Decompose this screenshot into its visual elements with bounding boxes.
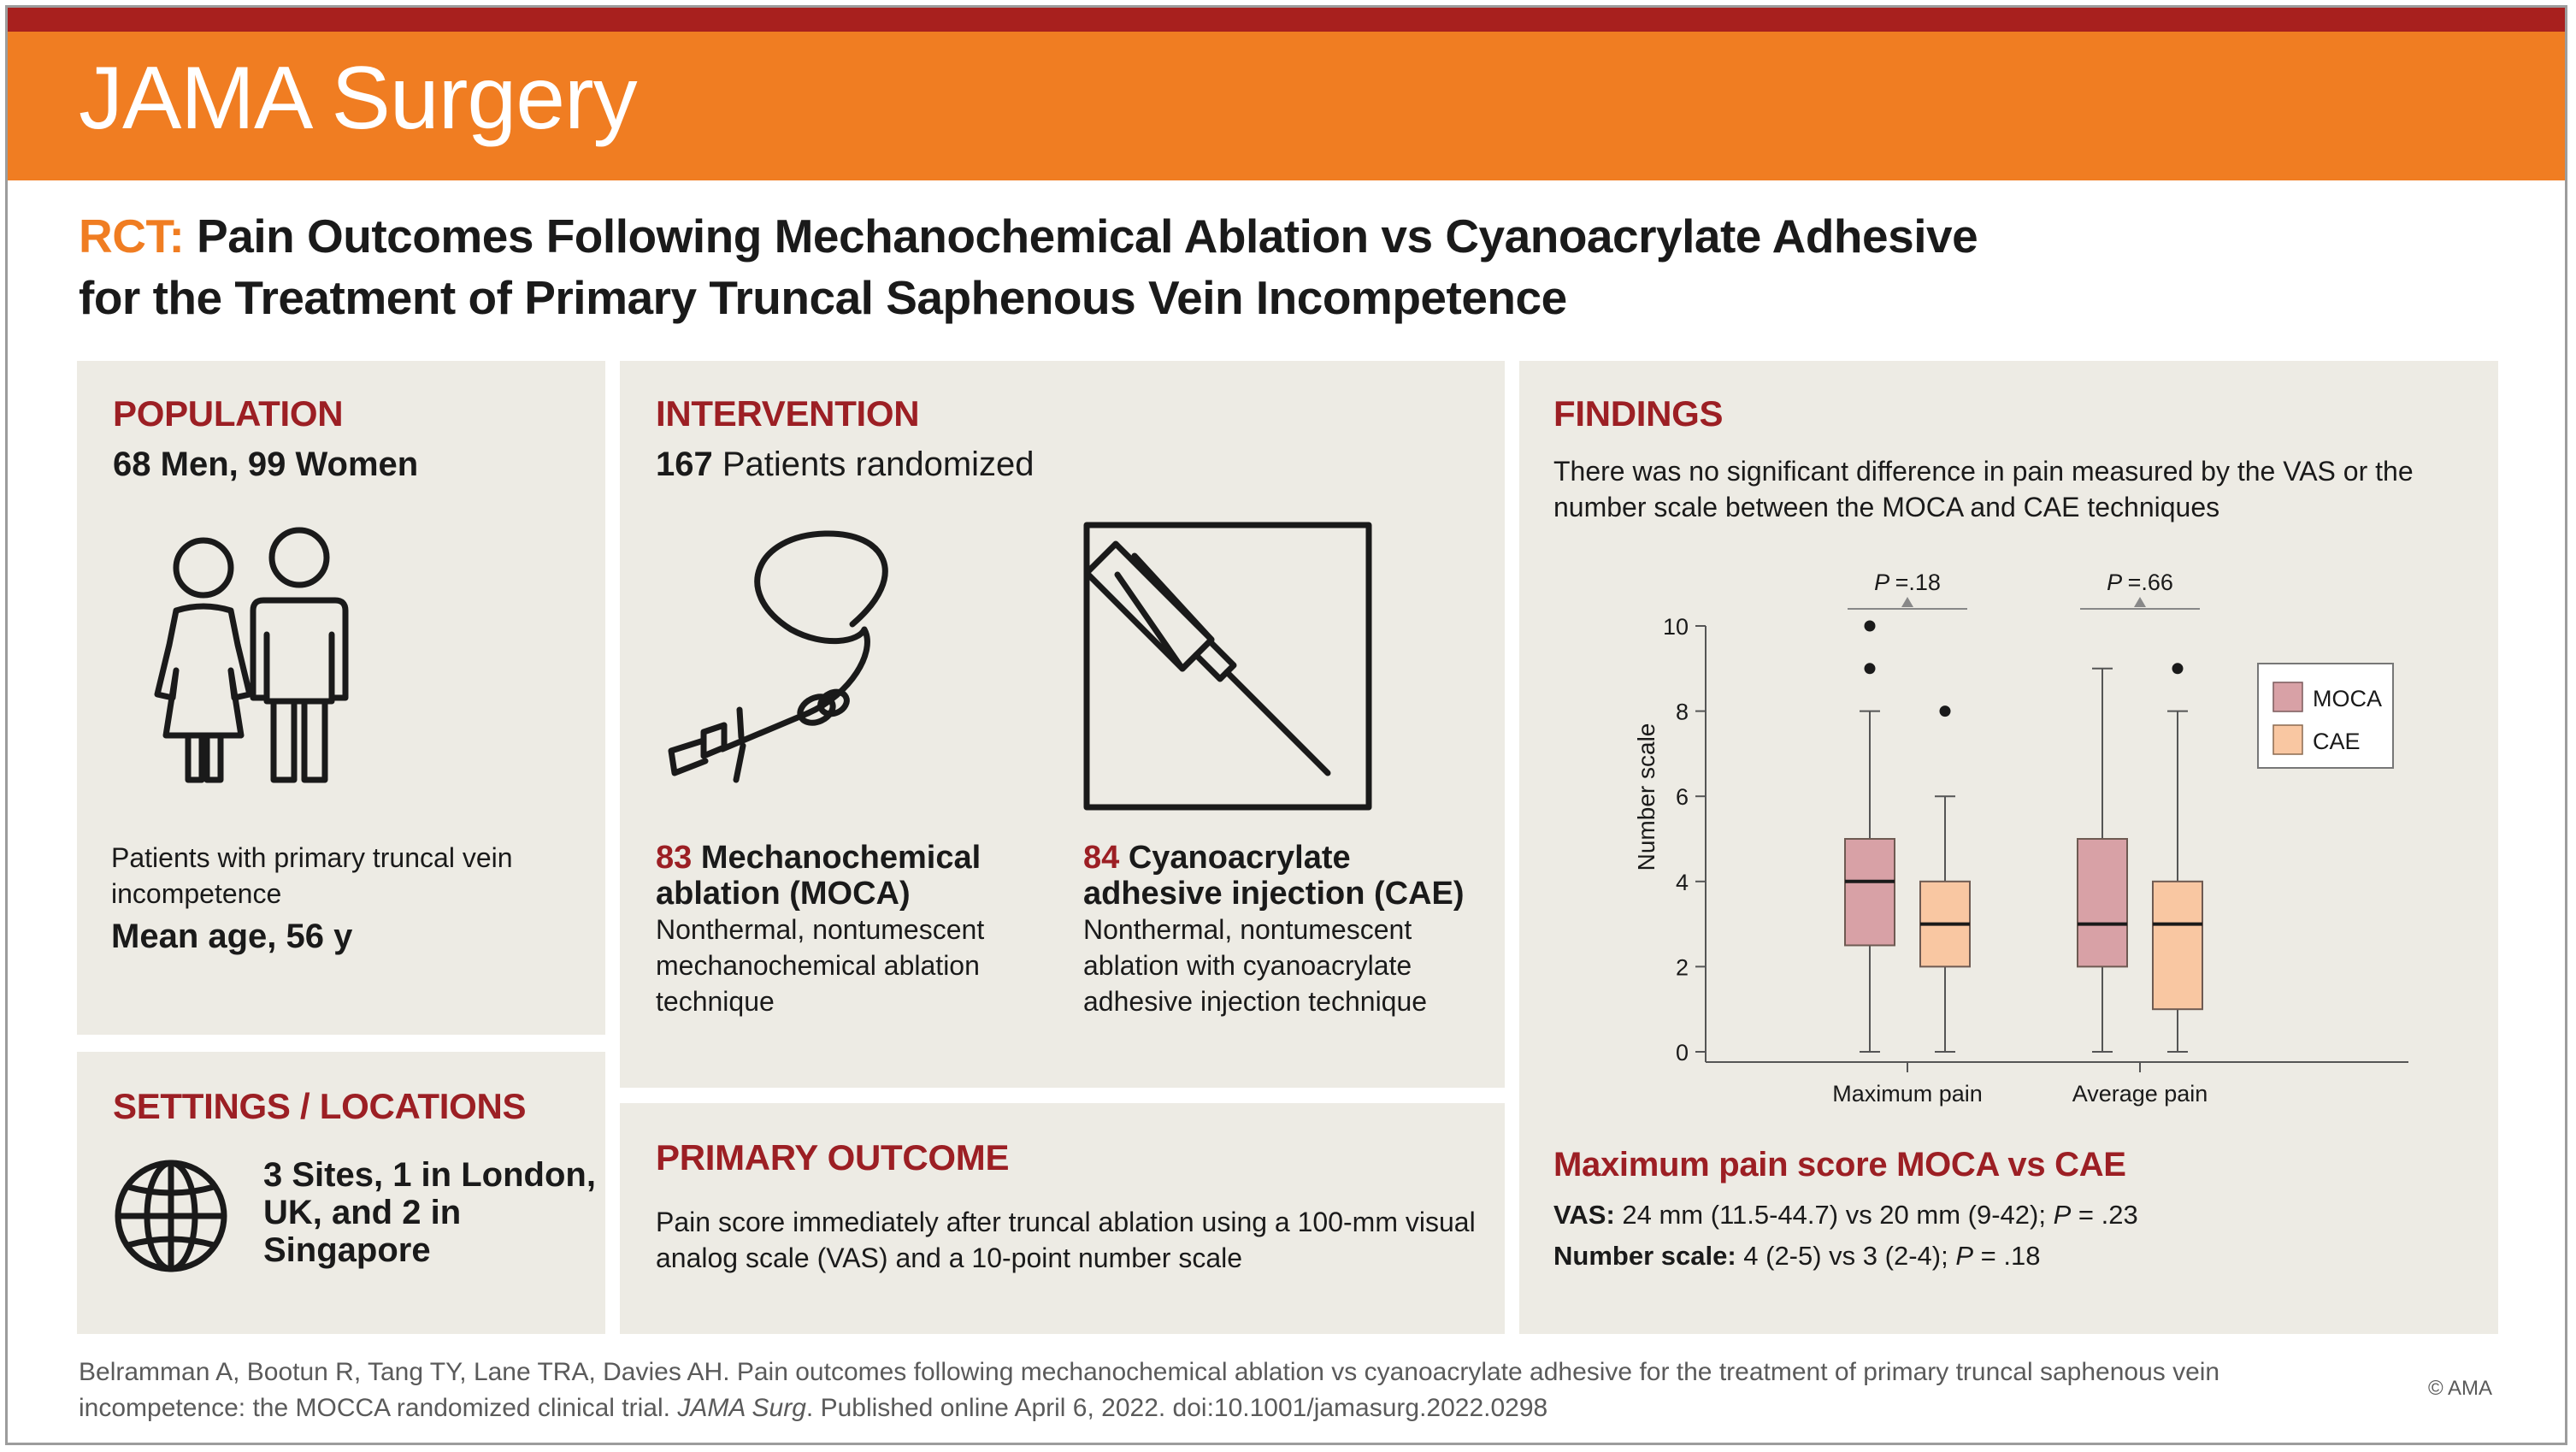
- number-scale-value: 4 (2-5) vs 3 (2-4);: [1743, 1241, 1948, 1271]
- citation-line-2a: incompetence: the MOCCA randomized clinical trial.: [79, 1394, 670, 1422]
- syringe-icon: [1083, 522, 1374, 812]
- cae-title: [1083, 840, 1485, 912]
- outlier-point: [1940, 705, 1951, 717]
- y-tick-label: 2: [1675, 954, 1689, 981]
- box-moca: [1845, 839, 1895, 946]
- y-tick-label: 8: [1675, 699, 1689, 725]
- findings-line-1: There was no significant difference in pain measured by the VAS or the: [1553, 456, 2414, 487]
- vas-label: VAS:: [1553, 1200, 1615, 1230]
- findings-line-2: number scale between the MOCA and CAE techniques: [1553, 492, 2220, 522]
- cae-title-1: Cyanoacrylate: [1128, 840, 1351, 876]
- moca-desc-3: technique: [656, 986, 775, 1017]
- men-count: 68: [113, 446, 151, 483]
- primary-outcome-heading: PRIMARY OUTCOME: [656, 1137, 1010, 1178]
- p-value-marker: [2134, 597, 2146, 607]
- cae-block: [1083, 840, 1485, 1019]
- sites-line-3: Singapore: [263, 1231, 431, 1269]
- moca-count: 83: [656, 840, 693, 876]
- moca-title-1: Mechanochemical: [700, 840, 981, 876]
- cae-desc-3: adhesive injection technique: [1083, 986, 1428, 1017]
- men-label: Men,: [160, 446, 239, 483]
- vas-p-label: P: [2053, 1200, 2072, 1230]
- y-tick-label: 10: [1662, 614, 1689, 640]
- plot-area: [1845, 621, 2202, 1053]
- vas-result: [1553, 1197, 2138, 1233]
- p-value-label: P =.66: [2107, 570, 2173, 595]
- randomized-line: [656, 446, 1035, 482]
- page-title: [79, 205, 2387, 328]
- result-heading: Maximum pain score MOCA vs CAE: [1553, 1146, 2126, 1183]
- population-heading: POPULATION: [113, 393, 344, 434]
- number-scale-label: Number scale:: [1553, 1241, 1736, 1271]
- findings-summary: [1553, 453, 2477, 525]
- findings-heading: FINDINGS: [1553, 393, 1724, 434]
- cae-count: 84: [1083, 840, 1120, 876]
- settings-heading: SETTINGS / LOCATIONS: [113, 1086, 527, 1126]
- legend-label-cae: CAE: [2313, 729, 2361, 754]
- randomized-label: Patients randomized: [722, 446, 1035, 483]
- people-icon: [111, 515, 368, 788]
- primary-outcome-text: [656, 1204, 1477, 1276]
- intervention-panel: [620, 361, 1505, 1088]
- boxplot-chart: [1519, 558, 2498, 1107]
- cae-desc-2: ablation with cyanoacrylate: [1083, 950, 1412, 981]
- legend-swatch-moca: [2273, 682, 2302, 711]
- y-tick-label: 0: [1675, 1040, 1689, 1065]
- population-description: Patients with primary truncal vein incompetence: [111, 842, 513, 909]
- catheter-icon: [654, 523, 945, 814]
- citation-line-1: Belramman A, Bootun R, Tang TY, Lane TRA, Davies AH. Pain outcomes following mechanochemical ablation vs cyanoacrylate adhesive for the treatment of primary truncal saphenous vein: [79, 1358, 2220, 1386]
- women-count: 99: [247, 446, 286, 483]
- legend-swatch-cae: [2273, 725, 2302, 754]
- settings-panel: [77, 1052, 605, 1334]
- moca-desc-1: Nonthermal, nontumescent: [656, 914, 985, 945]
- women-label: Women: [295, 446, 419, 483]
- y-axis-label: Number scale: [1633, 723, 1659, 871]
- legend-label-moca: MOCA: [2313, 686, 2382, 711]
- cae-title-2: adhesive injection (CAE): [1083, 876, 1465, 912]
- moca-block: [656, 840, 1049, 1019]
- citation-line-2b: . Published online April 6, 2022. doi:10.1001/jamasurg.2022.0298: [805, 1394, 1548, 1422]
- title-tag: RCT:: [79, 210, 185, 263]
- moca-title: [656, 840, 1049, 912]
- legend: [2258, 664, 2393, 768]
- moca-title-2: ablation (MOCA): [656, 876, 911, 912]
- number-scale-p-value: = .18: [1980, 1241, 2041, 1271]
- box-moca: [2078, 839, 2127, 966]
- sites-line-2: UK, and 2 in: [263, 1194, 462, 1231]
- p-value-label: P =.18: [1874, 570, 1941, 595]
- x-labels: [1832, 1062, 2208, 1107]
- x-tick-label: Maximum pain: [1832, 1081, 1983, 1107]
- population-counts: [113, 446, 418, 482]
- number-scale-result: [1553, 1238, 2040, 1274]
- globe-icon: [111, 1156, 231, 1276]
- copyright: © AMA: [2428, 1377, 2493, 1400]
- intervention-heading: INTERVENTION: [656, 393, 920, 434]
- randomized-count: 167: [656, 446, 713, 483]
- citation-journal: JAMA Surg: [677, 1394, 806, 1422]
- box-cae: [2153, 882, 2202, 1009]
- primary-outcome-panel: [620, 1103, 1505, 1334]
- mean-age: Mean age, 56 y: [111, 918, 353, 955]
- title-line-1: Pain Outcomes Following Mechanochemical Ablation vs Cyanoacrylate Adhesive: [197, 210, 1978, 263]
- sites-line-1: 3 Sites, 1 in London,: [263, 1156, 596, 1194]
- y-ticks: [1663, 614, 1706, 1065]
- primary-outcome-line-1: Pain score immediately after truncal ablation using a 100-mm visual: [656, 1207, 1476, 1237]
- x-tick-label: Average pain: [2072, 1081, 2208, 1107]
- vas-value: 24 mm (11.5-44.7) vs 20 mm (9-42);: [1622, 1200, 2046, 1230]
- population-panel: [77, 361, 605, 1035]
- journal-name: JAMA Surgery: [79, 49, 637, 148]
- top-stripe: [8, 8, 2565, 32]
- settings-sites: [263, 1156, 596, 1269]
- primary-outcome-line-2: analog scale (VAS) and a 10-point number scale: [656, 1242, 1243, 1273]
- p-value-marker: [1901, 597, 1913, 607]
- citation: [79, 1355, 2387, 1426]
- vas-p-value: = .23: [2078, 1200, 2138, 1230]
- outlier-point: [1865, 663, 1876, 674]
- title-line-2: for the Treatment of Primary Truncal Saphenous Vein Incompetence: [79, 271, 1567, 324]
- p-value-annotations: [1848, 570, 2200, 609]
- moca-desc-2: mechanochemical ablation: [656, 950, 980, 981]
- number-scale-p-label: P: [1955, 1241, 1974, 1271]
- cae-desc-1: Nonthermal, nontumescent: [1083, 914, 1412, 945]
- outlier-point: [1865, 621, 1876, 632]
- outlier-point: [2172, 663, 2184, 674]
- y-tick-label: 4: [1675, 869, 1689, 895]
- findings-panel: [1519, 361, 2498, 1334]
- y-tick-label: 6: [1675, 784, 1689, 811]
